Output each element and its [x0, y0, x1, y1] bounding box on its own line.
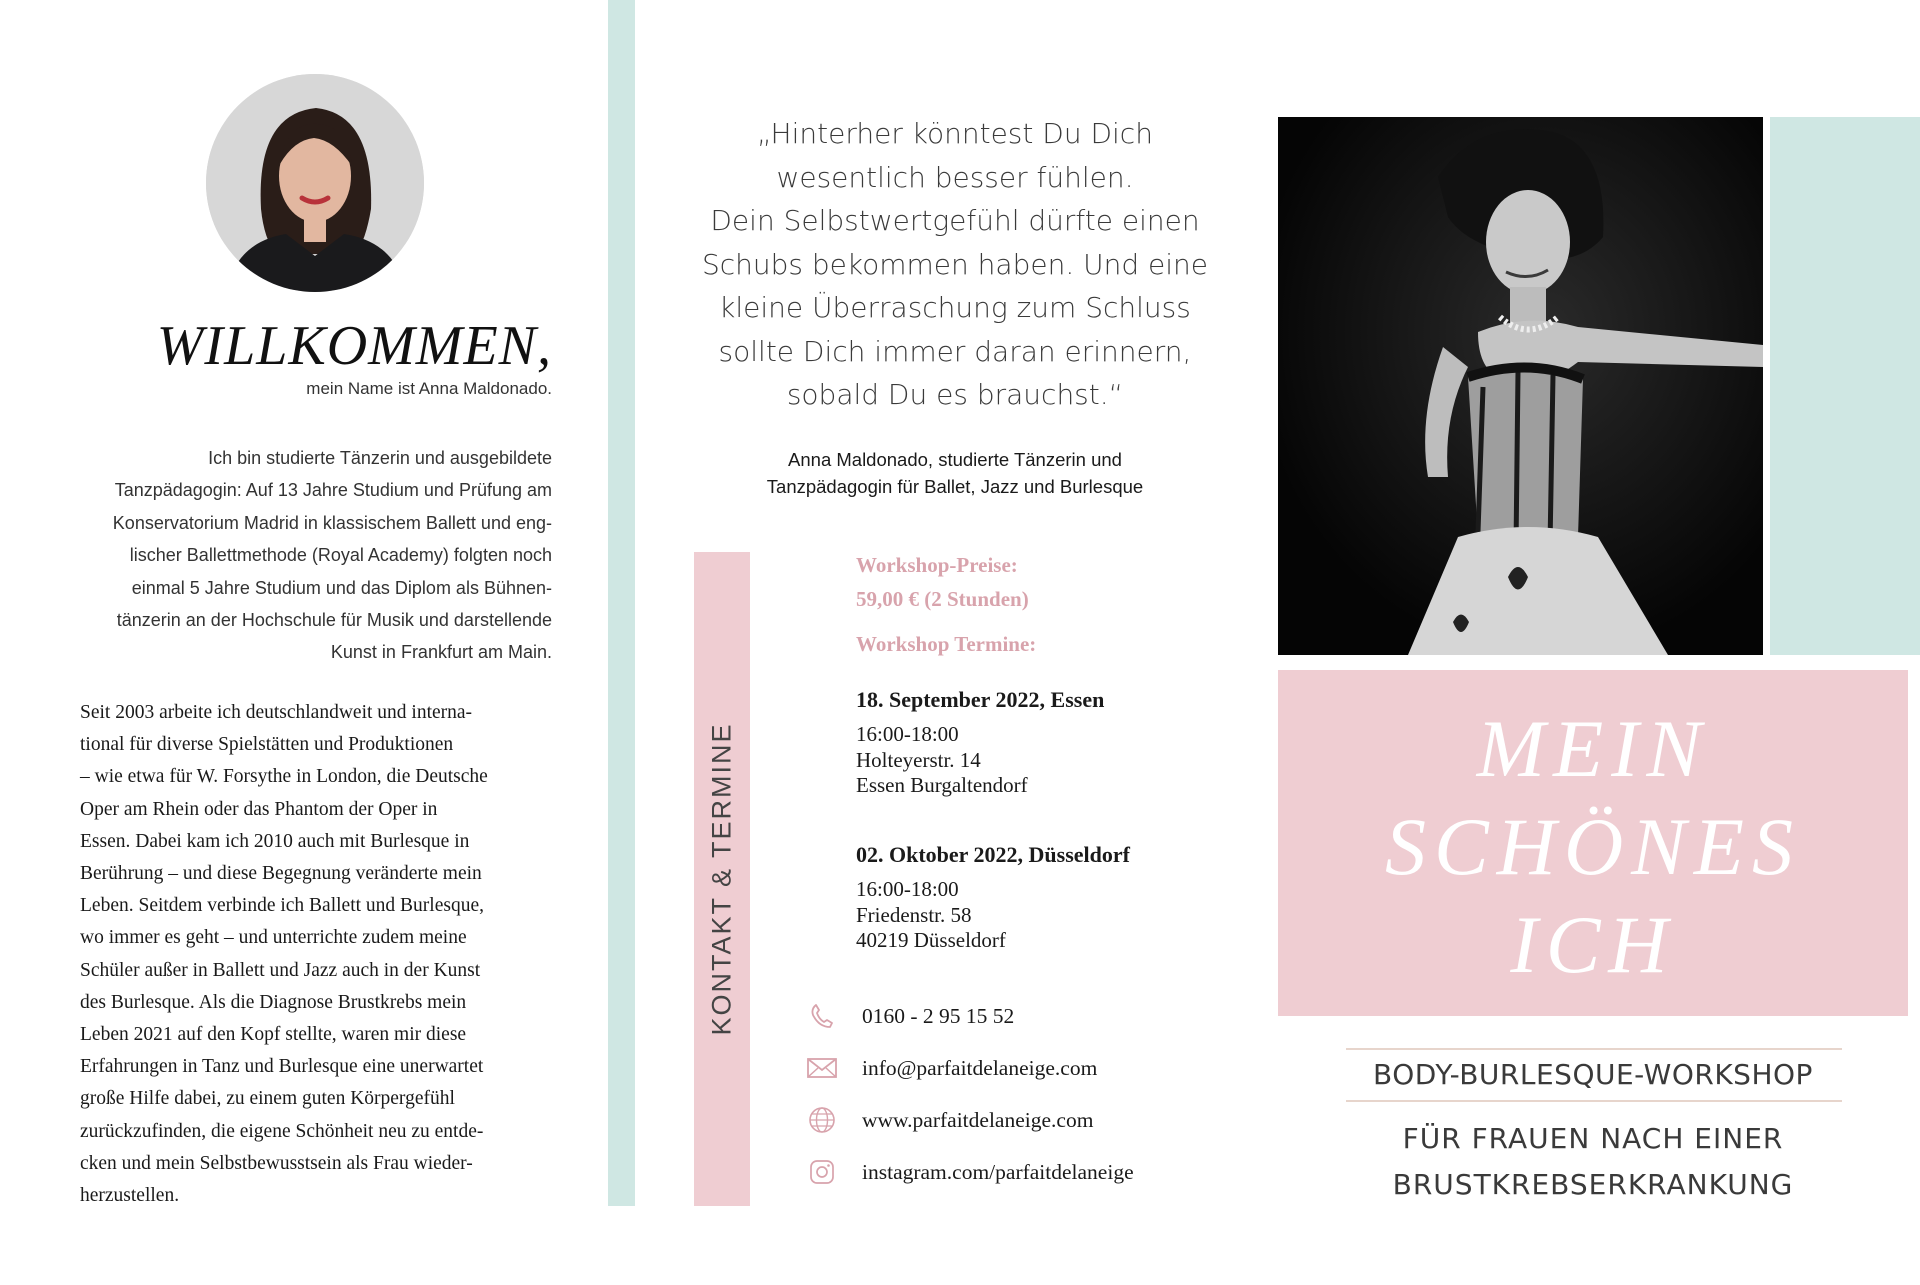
intro-line: tänzerin an der Hochschule für Musik und darstellende	[116, 610, 552, 631]
intro-line: Kunst in Frankfurt am Main.	[330, 642, 552, 663]
welcome-subtitle: mein Name ist Anna Maldonado.	[306, 379, 552, 398]
intro-line: Ich bin studierte Tänzerin und ausgebildete	[208, 448, 552, 468]
prices-value: 59,00 € (2 Stunden)	[856, 587, 1029, 611]
target-audience	[1278, 1116, 1908, 1208]
contact-dates-label: KONTAKT & TERMINE	[706, 722, 737, 1036]
phone-icon	[802, 996, 842, 1036]
website-url[interactable]: www.parfaitdelaneige.com	[862, 1107, 1094, 1132]
event-title: 18. September 2022, Essen	[856, 687, 1105, 712]
bio-line: – wie etwa für W. Forsythe in London, die Deutsche	[80, 766, 488, 788]
title-line: MEIN	[1476, 703, 1710, 794]
event-city: 40219 Düsseldorf	[856, 928, 1006, 952]
quote-line: sobald Du es brauchst.“	[786, 378, 1124, 411]
event-title: 02. Oktober 2022, Düsseldorf	[856, 842, 1130, 867]
bio-line: Schüler außer in Ballett und Jazz auch in der Kunst	[80, 959, 481, 981]
attribution-line: Tanzpädagogin für Ballet, Jazz und Burlesque	[766, 476, 1144, 497]
intro-paragraph	[72, 442, 552, 669]
title-line: SCHÖNES	[1385, 801, 1801, 892]
bio-line: Leben. Seitdem verbinde ich Ballett und Burlesque,	[80, 895, 484, 917]
quote-attribution	[700, 446, 1210, 500]
event-duesseldorf	[856, 841, 1130, 954]
email-address[interactable]: info@parfaitdelaneige.com	[862, 1055, 1098, 1080]
title-block	[1278, 670, 1908, 1016]
contact-website[interactable]	[802, 1100, 1093, 1140]
quote-line: wesentlich besser fühlen.	[776, 160, 1134, 194]
event-time: 16:00-18:00	[856, 722, 959, 746]
intro-line: Tanzpädagogin: Auf 13 Jahre Studium und Prüfung am	[114, 480, 552, 501]
prices-label: Workshop-Preise:	[856, 553, 1018, 577]
bio-line: Erfahrungen in Tanz und Burlesque eine unerwartet	[80, 1056, 484, 1078]
quote-line: Dein Selbstwertgefühl dürfte einen	[710, 204, 1200, 237]
audience-line: FÜR FRAUEN NACH EINER	[1402, 1122, 1784, 1155]
phone-number[interactable]: 0160 - 2 95 15 52	[862, 1003, 1015, 1028]
quote-line: „Hinterher könntest Du Dich	[757, 117, 1153, 150]
bio-paragraph	[80, 697, 560, 1212]
workshop-prices	[856, 548, 1029, 616]
divider-line-bottom	[1346, 1100, 1842, 1102]
attribution-line: Anna Maldonado, studierte Tänzerin und	[788, 449, 1122, 470]
portrait-photo	[206, 74, 424, 292]
main-title	[1278, 700, 1908, 994]
contact-dates-sidebar	[694, 552, 750, 1206]
bio-line: Berührung – und diese Begegnung veränderte mein	[80, 863, 482, 885]
quote-line: kleine Überraschung zum Schluss	[719, 291, 1191, 324]
bio-line: Oper am Rhein oder das Phantom der Oper in	[80, 798, 438, 820]
workshop-name: BODY-BURLESQUE-WORKSHOP	[1373, 1058, 1813, 1091]
welcome-title: WILLKOMMEN,	[156, 315, 552, 377]
bio-line: Seit 2003 arbeite ich deutschlandweit und interna-	[80, 702, 473, 723]
teal-corner-block	[1770, 117, 1920, 655]
bio-line: große Hilfe dabei, zu einem guten Körpergefühl	[80, 1088, 455, 1110]
intro-line: lischer Ballettmethode (Royal Academy) folgten noch	[129, 545, 552, 566]
bio-line: zurückzufinden, die eigene Schönheit neu zu entde-	[80, 1120, 484, 1142]
intro-line: einmal 5 Jahre Studium und das Diplom als Bühnen-	[131, 577, 552, 598]
burlesque-dancer-photo	[1278, 117, 1763, 655]
bio-line: Leben 2021 auf den Kopf stellte, waren mir diese	[80, 1024, 467, 1046]
event-city: Essen Burgaltendorf	[856, 773, 1028, 797]
quote	[680, 112, 1230, 417]
globe-icon	[802, 1100, 842, 1140]
event-essen	[856, 686, 1104, 799]
event-street: Friedenstr. 58	[856, 902, 972, 927]
bio-line: Essen. Dabei kam ich 2010 auch mit Burlesque in	[80, 830, 470, 852]
audience-line: BRUSTKREBSERKRANKUNG	[1392, 1168, 1794, 1201]
bio-line: des Burlesque. Als die Diagnose Brustkrebs mein	[80, 991, 467, 1013]
mail-icon	[802, 1048, 842, 1088]
bio-line: tional für diverse Spielstätten und Produktionen	[80, 734, 454, 756]
event-time: 16:00-18:00	[856, 877, 959, 901]
quote-line: sollte Dich immer daran erinnern,	[718, 334, 1192, 368]
bio-line: herzustellen.	[80, 1185, 180, 1207]
contact-phone[interactable]	[802, 996, 1014, 1036]
contact-instagram[interactable]	[802, 1152, 1134, 1192]
divider-line-top	[1346, 1048, 1842, 1050]
title-line: ICH	[1510, 899, 1676, 990]
teal-divider-bar	[608, 0, 635, 1206]
instagram-handle[interactable]: instagram.com/parfaitdelaneige	[862, 1159, 1134, 1184]
intro-line: Konservatorium Madrid in klassischem Ballett und eng-	[112, 512, 552, 533]
contact-email[interactable]	[802, 1048, 1097, 1088]
instagram-icon	[802, 1152, 842, 1192]
event-street: Holteyerstr. 14	[856, 747, 981, 772]
bio-line: cken und mein Selbstbewusstsein als Frau wieder-	[80, 1152, 473, 1174]
bio-line: wo immer es geht – und unterrichte zudem meine	[80, 927, 467, 949]
quote-line: Schubs bekommen haben. Und eine	[701, 247, 1209, 281]
workshop-dates-heading: Workshop Termine:	[856, 632, 1037, 656]
